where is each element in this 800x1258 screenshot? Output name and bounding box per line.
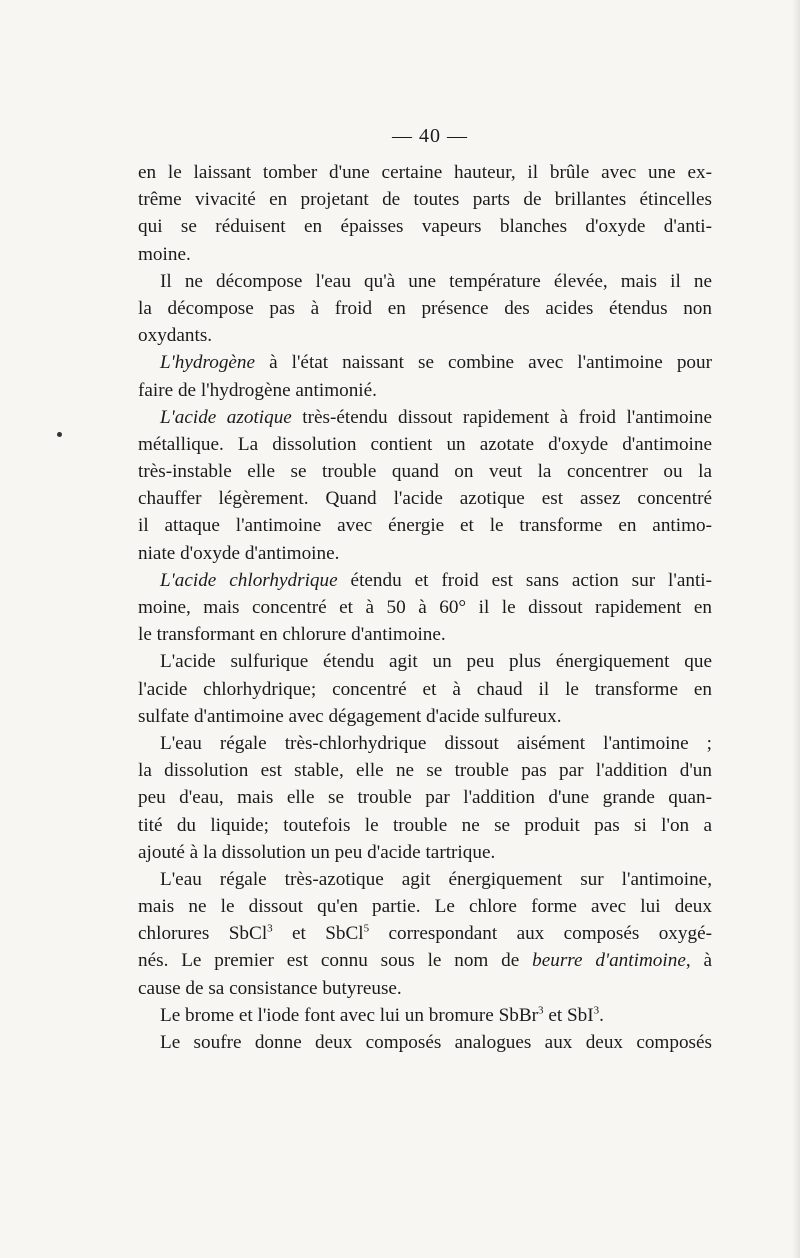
text-line (138, 540, 712, 567)
text-segment: trême vivacité en projetant de toutes parts de brillantes étincelles (138, 189, 712, 211)
text-line (138, 730, 712, 757)
text-segment: L'eau régale très-azotique agit énergiquement sur l'antimoine, (160, 868, 712, 890)
page-edge-shadow (792, 0, 800, 1258)
text-segment: Il ne décompose l'eau qu'à une température élevée, mais il ne (160, 270, 712, 292)
text-line (138, 1002, 712, 1029)
text-line (138, 866, 712, 893)
text-line (138, 186, 712, 213)
text-segment: . (599, 1004, 604, 1026)
text-segment: nés. Le premier est connu sous le nom de (138, 950, 533, 972)
italic-term: L'hydrogène (160, 352, 256, 374)
text-segment: en le laissant tomber d'une certaine hauteur, il brûle avec une ex- (138, 162, 712, 183)
superscript: 3 (267, 922, 273, 935)
text-line (138, 621, 712, 648)
text-segment: L'eau régale très-chlorhydrique dissout aisément l'antimoine ; (160, 732, 712, 754)
text-segment: Le brome et l'iode font avec lui un bromure SbBr (160, 1004, 539, 1026)
text-line (138, 431, 712, 458)
text-line (138, 485, 712, 512)
text-line (138, 458, 712, 485)
text-segment: sulfate d'antimoine avec dégagement d'acide sulfureux. (138, 705, 562, 727)
superscript: 5 (363, 922, 370, 935)
text-line (138, 322, 712, 349)
text-segment: chlorures SbCl (138, 923, 268, 945)
text-segment: à l'état naissant se combine avec l'antimoine pour (255, 352, 712, 374)
text-segment: métallique. La dissolution contient un azotate d'oxyde d'antimoine (138, 433, 712, 455)
text-segment: L'acide sulfurique étendu agit un peu plus énergiquement que (160, 651, 712, 673)
text-segment: ajouté à la dissolution un peu d'acide tartrique. (138, 841, 496, 863)
superscript: 3 (538, 1004, 544, 1017)
text-line (138, 947, 712, 974)
text-segment: l'acide chlorhydrique; concentré et à chaud il le transforme en (138, 678, 712, 700)
text-segment: il attaque l'antimoine avec énergie et le transforme en antimo- (138, 515, 712, 537)
text-line (138, 893, 712, 920)
text-segment: étendu et froid est sans action sur l'anti- (337, 569, 712, 591)
text-line (138, 349, 712, 376)
text-segment: peu d'eau, mais elle se trouble par l'addition d'une grande quan- (138, 787, 712, 809)
text-line (138, 757, 712, 784)
text-line (138, 703, 712, 730)
text-segment: faire de l'hydrogène antimonié. (138, 379, 377, 401)
text-line (138, 975, 712, 1002)
text-segment: très-instable elle se trouble quand on veut la concentrer ou la (138, 461, 712, 483)
text-segment: moine. (138, 243, 191, 265)
text-segment: et SbI (543, 1004, 594, 1026)
text-line (138, 159, 712, 186)
text-line (138, 213, 712, 240)
text-segment: cause de sa consistance butyreuse. (138, 977, 402, 999)
text-segment: correspondant aux composés oxygé- (369, 923, 712, 945)
text-line (138, 512, 712, 539)
text-segment: Le soufre donne deux composés analogues aux deux composés (160, 1032, 712, 1053)
text-segment: la décompose pas à froid en présence des acides étendus non (138, 297, 712, 319)
text-line (138, 241, 712, 268)
page-number: — 40 — (392, 125, 468, 147)
text-segment: , à (685, 950, 712, 972)
text-line (138, 1029, 712, 1056)
text-segment: qui se réduisent en épaisses vapeurs blanches d'oxyde d'anti- (138, 216, 712, 238)
text-line (138, 812, 712, 839)
margin-dot (57, 432, 62, 437)
text-segment: tité du liquide; toutefois le trouble ne se produit pas si l'on a (138, 814, 712, 836)
text-line (138, 920, 712, 947)
text-segment: niate d'oxyde d'antimoine. (138, 542, 340, 564)
text-line (138, 594, 712, 621)
text-segment: moine, mais concentré et à 50 à 60° il le dissout rapidement en (138, 597, 712, 618)
text-line (138, 567, 712, 594)
text-line (138, 404, 712, 431)
text-segment: très-étendu dissout rapidement à froid l'antimoine (291, 406, 712, 428)
text-line (138, 648, 712, 675)
superscript: 3 (593, 1004, 600, 1017)
text-segment: mais ne le dissout qu'en partie. Le chlore forme avec lui deux (138, 896, 712, 918)
text-line (138, 295, 712, 322)
text-line (138, 676, 712, 703)
italic-term: L'acide azotique (160, 406, 292, 428)
text-line (138, 784, 712, 811)
text-segment: chauffer légèrement. Quand l'acide azotique est assez concentré (138, 488, 712, 510)
text-segment: le transformant en chlorure d'antimoine. (138, 624, 446, 646)
italic-term: L'acide chlorhydrique (160, 569, 338, 591)
text-segment: la dissolution est stable, elle ne se trouble pas par l'addition d'un (138, 760, 712, 782)
text-line (138, 839, 712, 866)
italic-term: beurre d'antimoine (532, 950, 686, 972)
body-text (138, 159, 712, 1056)
text-line (138, 377, 712, 404)
text-line (138, 268, 712, 295)
text-segment: oxydants. (138, 325, 213, 347)
text-segment: et SbCl (272, 923, 364, 945)
